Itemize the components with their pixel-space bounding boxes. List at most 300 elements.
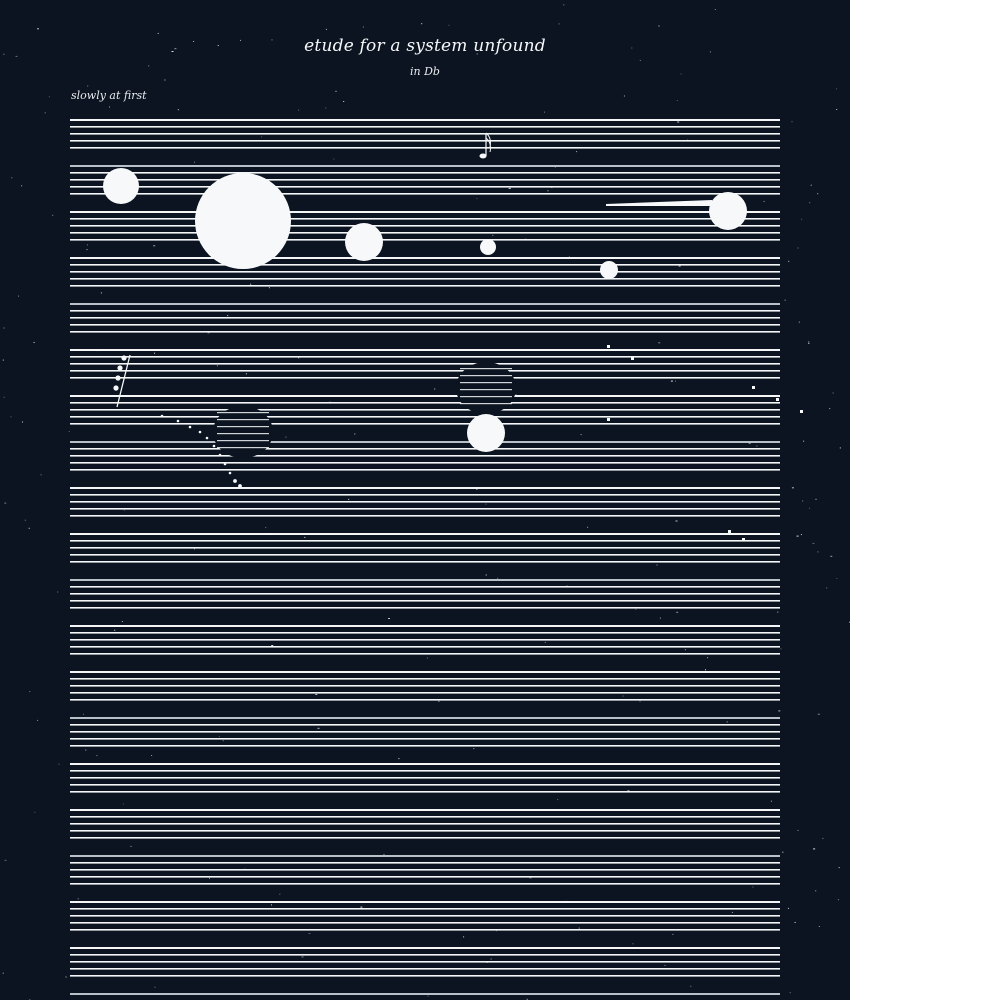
star-dust [343,101,344,102]
staff-line [70,632,780,634]
star-dust [771,801,772,802]
staff-line [70,929,780,931]
staff-line-sliver [217,426,269,427]
dust-particle [776,398,779,401]
star-dust [819,926,820,927]
staff-line [70,671,780,673]
staff-line [70,133,780,135]
flag-icon [486,133,491,152]
star-dust [11,177,12,178]
star-dust [732,912,733,913]
staff-line [70,487,780,489]
staff-line [70,370,780,372]
staff-line [70,678,780,680]
staff-line [70,508,780,510]
staff-line [70,416,780,418]
star-dust [16,56,18,57]
star-dust [839,867,840,868]
star-dust [802,501,803,502]
star-dust [348,499,349,500]
dust-particle [728,530,731,533]
star-dust [815,890,816,891]
star-dust [756,446,757,447]
star-dust [822,838,823,839]
star-dust [85,750,86,751]
staff-line [70,119,780,121]
staff-line [70,469,780,471]
staff-line [70,653,780,655]
star-dust [811,185,812,186]
star-dust [223,740,224,741]
staff-line [70,869,780,871]
staff-line [70,356,780,358]
star-dust [838,899,839,900]
star-dust [640,60,641,61]
star-dust [45,112,46,113]
star-dust [96,755,97,756]
star-dust [4,328,5,329]
star-dust [25,520,26,521]
star-dust [657,565,658,566]
beam [117,355,130,407]
staff-line [70,377,780,379]
piece-key: in Db [410,65,440,78]
staff-line [70,625,780,627]
dust-particle [631,357,634,360]
star-dust [795,922,796,923]
staff-line [70,423,780,425]
staff-line [70,901,780,903]
star-dust [164,80,166,81]
staff-line-sliver [460,382,512,383]
star-dust [836,109,837,110]
staff-line [70,501,780,503]
staff-line-sliver [460,403,512,404]
star-dust [818,714,820,715]
star-dust [492,235,493,236]
star-dust [326,29,327,30]
star-dust [808,342,809,343]
staff-line-sliver [217,412,269,413]
star-dust [122,621,123,622]
staff-line [70,395,780,397]
star-dust [271,645,273,646]
star-dust [434,389,435,390]
star-dust [778,710,780,711]
staff-line-sliver [460,368,512,369]
staff-line [70,738,780,740]
star-dust [29,691,30,692]
star-dust [57,592,58,593]
star-dust [826,587,827,588]
star-dust [304,537,305,538]
note-icon [121,355,126,360]
staff-line [70,717,780,719]
star-dust [124,510,125,511]
star-dust [178,109,179,110]
shadow-planet [213,406,273,458]
star-dust [11,416,12,417]
star-dust [315,694,317,695]
planet [103,168,139,204]
star-dust [798,248,799,249]
star-dust [87,86,88,87]
staff-line [70,264,780,266]
star-dust [676,612,678,613]
star-dust [194,162,195,163]
star-dust [158,33,159,34]
star-dust [548,190,549,191]
star-dust [627,790,629,791]
star-dust [623,696,624,697]
planet [345,223,383,261]
trail-dot [219,454,222,457]
star-dust [333,159,334,160]
star-dust [792,487,794,488]
staff-line [70,462,780,464]
star-dust [271,904,272,905]
staff-line [70,271,780,273]
star-dust [659,26,660,27]
star-dust [790,992,791,993]
staff-line [70,239,780,241]
staff-line [70,218,780,220]
star-dust [782,852,783,853]
staff-line [70,455,780,457]
staff-line [70,126,780,128]
note-icon [115,375,120,380]
staff-line [70,257,780,259]
star-dust [476,198,477,199]
staff-line [70,639,780,641]
star-dust [808,343,809,344]
planet [480,239,496,255]
planet [600,261,618,279]
staff-line [70,211,780,213]
star-dust [101,292,102,293]
star-dust [109,107,110,108]
staff-line [70,607,780,609]
star-dust [37,28,39,29]
planet [709,192,747,230]
staff-line [70,225,780,227]
star-dust [780,648,781,649]
star-dust [302,956,304,957]
star-dust [194,549,195,550]
star-dust [227,315,228,316]
star-dust [665,965,666,966]
staff-line [70,278,780,280]
piece-title: etude for a system unfound [304,36,546,56]
star-dust [463,936,464,937]
staff-line [70,140,780,142]
star-dust [219,736,220,737]
star-dust [285,437,286,438]
star-dust [486,575,487,576]
star-dust [635,609,636,610]
trail-dot [161,415,164,418]
staff-line [70,554,780,556]
star-dust [69,431,70,432]
star-dust [671,381,673,382]
star-dust [658,342,660,343]
staff-line [70,409,780,411]
staff-line [70,441,780,443]
staff-line [70,186,780,188]
star-dust [41,474,42,475]
star-dust [705,669,706,670]
trail-dot [213,445,216,448]
star-dust [21,185,22,186]
star-dust [250,284,251,285]
staff-line [70,147,780,149]
staff-line [70,947,780,949]
star-dust [485,504,486,505]
star-dust [388,618,390,619]
star-dust [29,528,30,529]
staff-line [70,763,780,765]
dust-particle [607,345,610,348]
staff-line [70,363,780,365]
staff-line [70,908,780,910]
staff-line [70,745,780,747]
star-dust [363,27,364,28]
staff-line-sliver [217,433,269,434]
star-dust [803,441,804,442]
star-dust [18,296,19,297]
page-margin [850,0,1000,1000]
star-dust [799,322,800,323]
staff-line [70,961,780,963]
staff-line [70,968,780,970]
star-dust [817,193,818,194]
star-dust [360,907,362,908]
star-dust [308,933,310,934]
staff-line [70,165,780,167]
staff-line [70,448,780,450]
star-dust [155,987,156,988]
star-dust [640,701,641,702]
staff-line [70,317,780,319]
staff-line [70,547,780,549]
star-dust [3,360,4,361]
star-dust [87,244,88,245]
star-dust [836,578,837,579]
staff-line [70,915,780,917]
staff-line [70,193,780,195]
star-dust [817,551,818,552]
staff-line-sliver [217,440,269,441]
star-dust [151,755,152,756]
staff-line [70,349,780,351]
star-dust [22,422,23,423]
star-dust [318,728,320,729]
trail-dot [229,472,232,475]
staff-line [70,809,780,811]
staff-line [70,862,780,864]
trail-dot [177,420,180,423]
star-dust [587,527,588,528]
staff-line [70,600,780,602]
star-dust [777,612,778,613]
star-dust [246,373,247,374]
star-dust [836,88,837,89]
star-dust [812,543,814,544]
staff-line-sliver [217,447,269,448]
star-dust [49,96,50,97]
note-icon [113,385,118,390]
star-dust [78,898,79,899]
star-dust [840,447,841,448]
staff-line [70,646,780,648]
star-dust [752,887,753,888]
staff-line [70,731,780,733]
staff-line [70,816,780,818]
star-dust [269,287,270,288]
staff-line [70,830,780,832]
star-dust [421,23,422,24]
staff-line [70,579,780,581]
star-dust [816,499,817,500]
star-dust [209,878,210,879]
staff-line [70,791,780,793]
star-dust [801,219,802,220]
staff-line [70,402,780,404]
star-dust [86,249,88,250]
star-dust [448,25,449,26]
note-icon [117,365,122,370]
staff-line [70,232,780,234]
star-dust [497,578,498,579]
star-dust [557,799,558,800]
staff-line [70,922,780,924]
star-dust [476,489,477,490]
star-dust [715,9,716,10]
star-dust [798,830,799,831]
star-dust [427,658,428,659]
staff-line [70,784,780,786]
star-dust [576,151,577,152]
star-dust [581,434,582,435]
staff-line [70,586,780,588]
staff-line [70,993,780,995]
star-dust [707,657,708,658]
star-dust [544,112,545,113]
star-dust [336,91,337,92]
star-dust [690,986,691,987]
star-dust [764,201,765,202]
star-dust [727,721,728,722]
staff-line [70,883,780,885]
star-dust [813,848,815,849]
star-dust [34,812,35,813]
star-dust [34,342,35,343]
staff-line [70,823,780,825]
star-dust [677,122,679,123]
staff-line-sliver [217,419,269,420]
star-dust [677,100,678,101]
star-dust [4,503,6,504]
star-dust [675,381,676,382]
staff-line [70,303,780,305]
star-dust [749,443,751,444]
trail-dot [224,463,227,466]
star-dust [428,996,429,997]
star-dust [4,397,5,398]
staff-line [70,724,780,726]
dust-particle [752,386,755,389]
star-dust [66,977,67,978]
staff-line [70,770,780,772]
staff-line [70,172,780,174]
star-dust [473,748,474,749]
planet [467,414,505,452]
star-dust [672,934,673,935]
star-dust [545,642,546,643]
staff-line [70,837,780,839]
star-dust [559,23,560,24]
staff-line [70,331,780,333]
staff-line-sliver [460,375,512,376]
star-dust [3,973,4,974]
staff-line [70,777,780,779]
star-dust [809,508,810,509]
star-dust [354,434,355,435]
trail-dot [206,437,209,440]
star-dust [660,618,661,619]
shadow-planet [456,362,516,414]
staff-line-sliver [460,396,512,397]
staff-line-sliver [460,389,512,390]
tempo-marking: slowly at first [71,89,147,102]
staff-line [70,561,780,563]
staff-line [70,310,780,312]
dust-particle [800,410,803,413]
trail-dot [199,431,202,434]
star-dust [633,943,634,944]
star-dust [59,764,60,765]
star-dust [130,846,132,847]
star-dust [325,108,326,109]
staff-line [70,975,780,977]
staff-line [70,692,780,694]
staff-line [70,179,780,181]
star-dust [153,245,155,246]
star-dust [563,4,564,5]
star-dust [679,266,681,267]
staff-line [70,593,780,595]
star-dust [83,714,84,715]
star-dust [788,261,789,262]
star-dust [154,353,155,354]
staff-line [70,285,780,287]
star-dust [624,96,625,97]
trail-dot [238,484,242,488]
star-dust [785,300,786,301]
star-dust [279,894,280,895]
staff-line [70,855,780,857]
star-dust [801,534,802,535]
staff-line [70,533,780,535]
star-dust [265,527,266,528]
star-dust [52,215,53,216]
star-dust [114,630,115,631]
trail-dot [233,479,237,483]
star-dust [830,556,832,557]
star-dust [123,804,124,805]
star-dust [5,860,7,861]
star-dust [261,136,262,137]
